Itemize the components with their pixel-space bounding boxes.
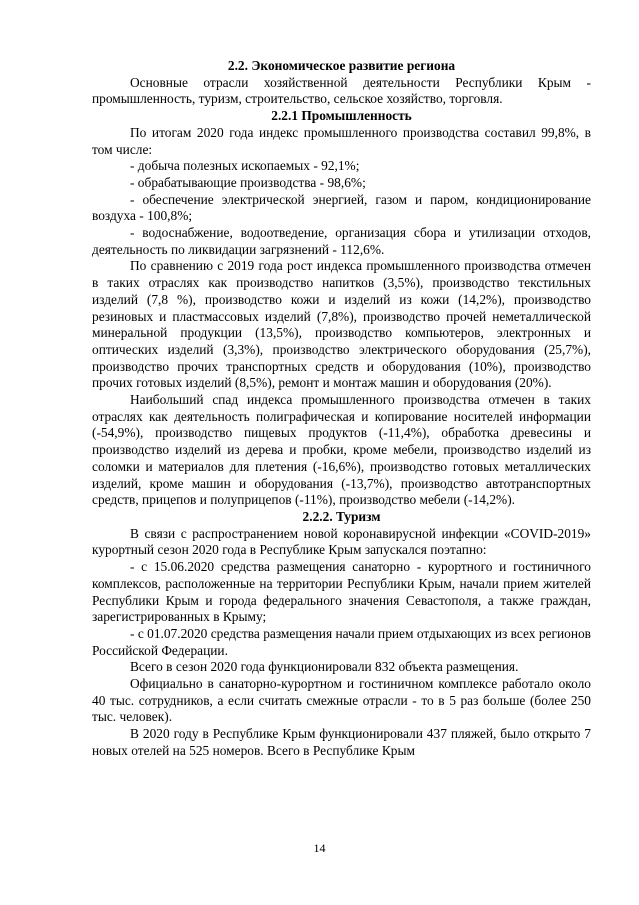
paragraph-decline: Наибольший спад индекса промышленного производства отмечен в таких отраслях как деятельность полиграфическая и копирование носителей информации (-54,9%), производство пищевых продуктов (-11,4%), обработка древесины и производство изделий из дерева и пробки, кроме мебели, производство изделий из соломки и материалов для плетения (-16,6%), производство готовых металлических изделий, кроме машин и оборудования (-13,7%), производство автотранспортных средств, прицепов и полуприцепов (-11%), производство мебели (-14,2%). bbox=[92, 392, 591, 508]
section-heading-tourism: 2.2.2. Туризм bbox=[302, 508, 381, 524]
list-item-manufacturing: - обрабатывающие производства - 98,6%; bbox=[130, 174, 366, 190]
list-item-water-supply: - водоснабжение, водоотведение, организация сбора и утилизации отходов, деятельность по ликвидации загрязнений - 112,6%. bbox=[92, 225, 591, 257]
paragraph-beaches: В 2020 году в Республике Крым функционировали 437 пляжей, было открыто 7 новых отелей на 525 номеров. Всего в Республике Крым bbox=[92, 726, 591, 758]
document-body bbox=[92, 58, 591, 760]
list-item-energy: - обеспечение электрической энергией, газом и паром, кондиционирование воздуха - 100,8%; bbox=[92, 191, 591, 224]
paragraph-covid: В связи с распространением новой коронавирусной инфекции «COVID-2019» курортный сезон 2020 года в Республике Крым запускался поэтапно: bbox=[92, 525, 591, 558]
paragraph-staff: Официально в санаторно-курортном и гостиничном комплексе работало около 40 тыс. сотрудников, а если считать смежные отрасли - то в 5 раз больше (более 250 тыс. человек). bbox=[92, 676, 591, 725]
list-item-june-opening: - с 15.06.2020 средства размещения санаторно - курортного и гостиничного комплексов, расположенные на территории Республики Крым, начали прием жителей Республики Крым и города федерального значения Севастополя, а также граждан, зарегистрированных в Крыму; bbox=[92, 559, 591, 625]
section-heading-industry: 2.2.1 Промышленность bbox=[271, 108, 412, 124]
paragraph-accommodation-objects: Всего в сезон 2020 года функционировали 832 объекта размещения. bbox=[130, 659, 519, 675]
paragraph-main-branches: Основные отрасли хозяйственной деятельности Республики Крым - промышленность, туризм, строительство, сельское хозяйство, торговля. bbox=[92, 74, 591, 107]
paragraph-growth: По сравнению с 2019 года рост индекса промышленного производства отмечен в таких отраслях как производство напитков (3,5%), производство текстильных изделий (7,8 %), производство кожи и изделий из кожи (14,2%), производство резиновых и пластмассовых изделий (7,8%), производство прочей неметаллической минеральной продукции (13,5%), производство компьютеров, электронных и оптических изделий (3,3%), производство электрического оборудования (25,7%), производство прочих транспортных средств и оборудования (10%), производство прочих готовых изделий (8,5%), ремонт и монтаж машин и оборудования (20%). bbox=[92, 258, 591, 391]
paragraph-industrial-index: По итогам 2020 года индекс промышленного производства составил 99,8%, в том числе: bbox=[92, 124, 591, 157]
list-item-july-opening: - с 01.07.2020 средства размещения начали прием отдыхающих из всех регионов Российской Федерации. bbox=[92, 625, 591, 658]
page-number: 14 bbox=[313, 841, 326, 855]
list-item-mining: - добыча полезных ископаемых - 92,1%; bbox=[130, 158, 360, 174]
section-heading-economy: 2.2. Экономическое развитие региона bbox=[227, 58, 456, 73]
